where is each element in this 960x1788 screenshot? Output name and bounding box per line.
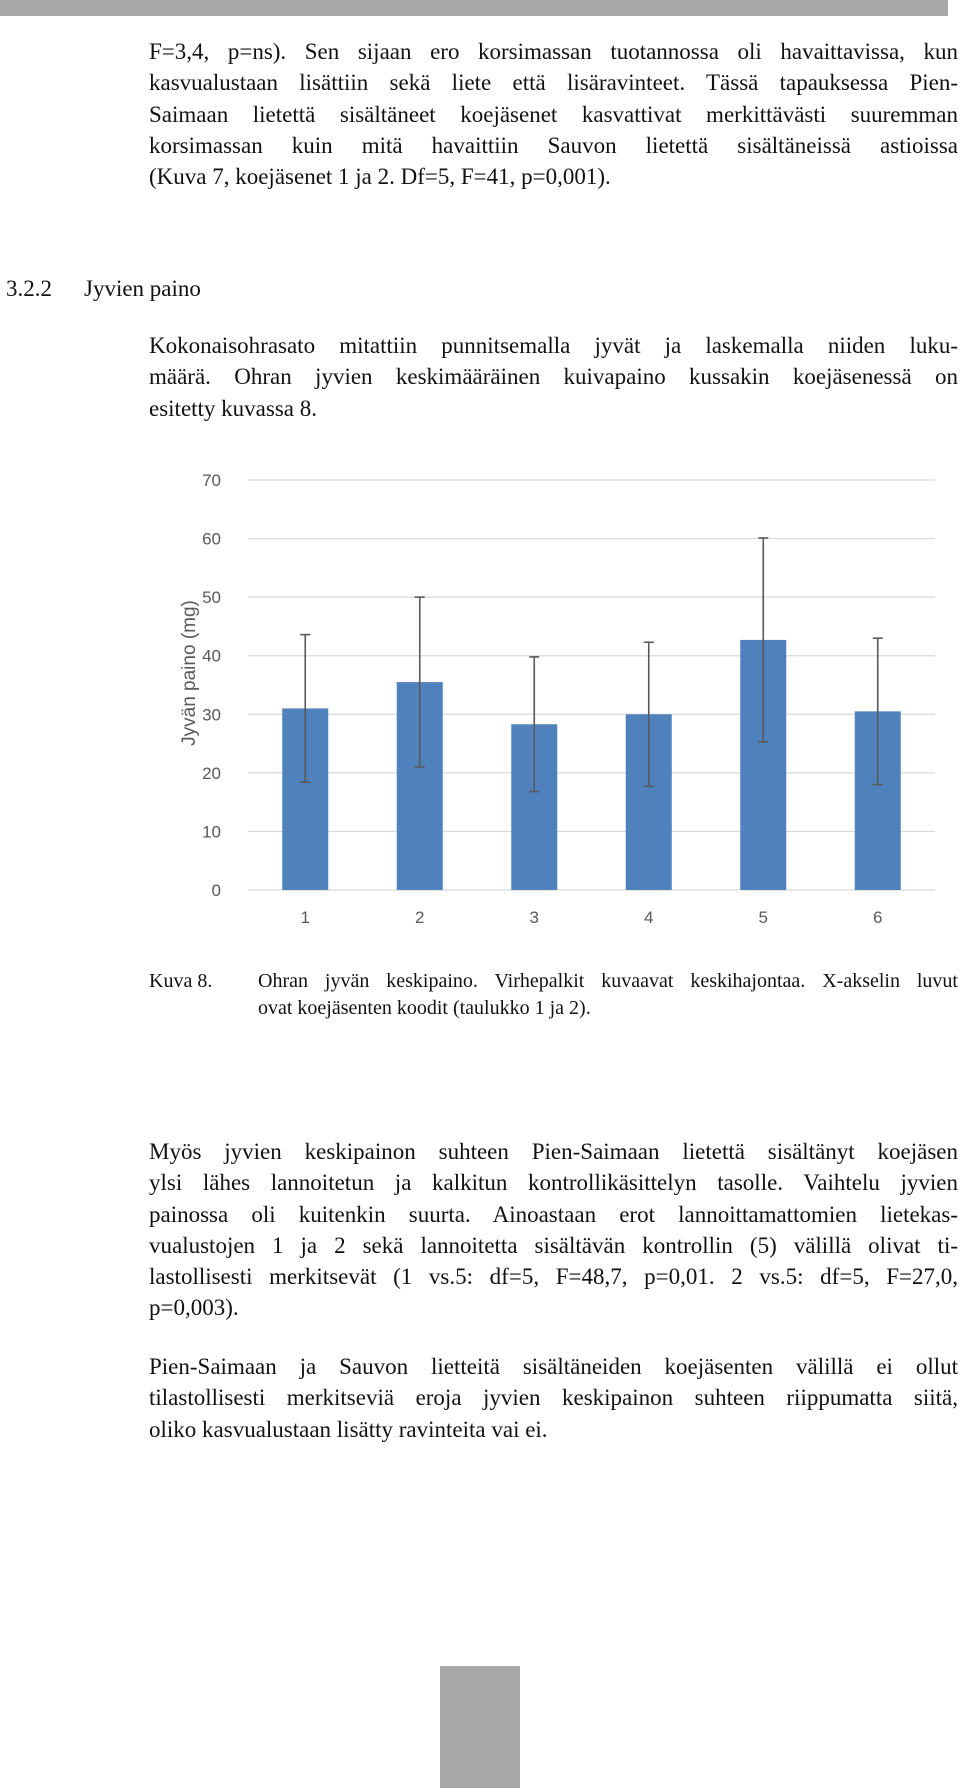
chart-x-ticks bbox=[301, 908, 883, 927]
paragraph-korsimassa bbox=[149, 36, 958, 192]
text-line: korsimassan kuin mitä havaittiin Sauvon lietettä sisältäneissä astioissa bbox=[149, 132, 958, 158]
text-line: painossa oli kuitenkin suurta. Ainoastaan erot lannoittamattomien lietekas- bbox=[149, 1201, 958, 1227]
caption-label: Kuva 8. bbox=[149, 970, 213, 992]
y-tick-label: 60 bbox=[202, 529, 221, 549]
caption-line: ovat koejäsenten koodit (taulukko 1 ja 2). bbox=[258, 997, 591, 1019]
text-line: Saimaan lietettä sisältäneet koejäsenet kasvattivat merkittävästi suuremman bbox=[149, 101, 958, 127]
text-line: F=3,4, p=ns). Sen sijaan ero korsimassan tuotannossa oli havaittavissa, kun bbox=[149, 39, 958, 64]
text-line: Pien-Saimaan ja Sauvon lietteitä sisältäneiden koejäsenten välillä ei ollut bbox=[149, 1354, 958, 1379]
caption-text bbox=[258, 968, 958, 1022]
text-line: määrä. Ohran jyvien keskimääräinen kuivapaino kussakin koejäsenessä on bbox=[149, 364, 958, 390]
text-line: tilastollisesti merkitseviä eroja jyvien keskipainon suhteen riippumatta siitä, bbox=[149, 1385, 958, 1411]
x-tick-label: 1 bbox=[300, 908, 310, 927]
y-tick-label: 40 bbox=[202, 646, 221, 666]
chart-bars bbox=[282, 640, 901, 890]
text-line: oliko kasvualustaan lisätty ravinteita vai ei. bbox=[149, 1416, 548, 1442]
paragraph-conclusion bbox=[149, 1351, 958, 1445]
page-header-bar bbox=[0, 0, 948, 16]
x-tick-label: 3 bbox=[529, 908, 539, 927]
x-tick-label: 2 bbox=[415, 908, 425, 927]
section-heading bbox=[6, 274, 201, 304]
grain-weight-chart bbox=[178, 455, 958, 945]
text-line: p=0,003). bbox=[149, 1295, 239, 1321]
text-line: (Kuva 7, koejäsenet 1 ja 2. Df=5, F=41, p=0,001). bbox=[149, 164, 611, 190]
caption-line: Ohran jyvän keskipaino. Virhepalkit kuvaavat keskihajontaa. X-akselin luvut bbox=[258, 970, 958, 992]
x-tick-label: 6 bbox=[873, 908, 883, 927]
chart-y-ticks bbox=[202, 471, 221, 900]
page-footer-block bbox=[440, 1666, 520, 1788]
text-line: esitetty kuvassa 8. bbox=[149, 395, 317, 421]
y-tick-label: 20 bbox=[202, 763, 221, 783]
y-tick-label: 10 bbox=[202, 822, 221, 842]
paragraph-discussion bbox=[149, 1136, 958, 1324]
text-line: ylsi lähes lannoitetun ja kalkitun kontrollikäsittelyn tasolle. Vaihtelu jyvien bbox=[149, 1170, 958, 1196]
y-tick-label: 0 bbox=[211, 881, 221, 900]
paragraph-intro bbox=[149, 330, 958, 424]
text-line: vualustojen 1 ja 2 sekä lannoitetta sisältävän kontrollin (5) välillä olivat ti- bbox=[149, 1232, 958, 1258]
section-number: 3.2.2 bbox=[6, 276, 52, 301]
text-line: Myös jyvien keskipainon suhteen Pien-Saimaan lietettä sisältänyt koejäsen bbox=[149, 1139, 958, 1164]
section-title: Jyvien paino bbox=[84, 276, 201, 301]
x-tick-label: 4 bbox=[644, 908, 654, 927]
text-line: Kokonaisohrasato mitattiin punnitsemalla jyvät ja laskemalla niiden luku- bbox=[149, 333, 958, 358]
x-tick-label: 5 bbox=[758, 908, 768, 927]
y-tick-label: 30 bbox=[202, 705, 221, 725]
chart-error-bars bbox=[300, 538, 883, 792]
text-line: lastollisesti merkitsevät (1 vs.5: df=5, F=48,7, p=0,01. 2 vs.5: df=5, F=27,0, bbox=[149, 1264, 958, 1290]
chart-y-axis-label: Jyvän paino (mg) bbox=[179, 600, 200, 746]
text-line: kasvualustaan lisättiin sekä liete että lisäravinteet. Tässä tapauksessa Pien- bbox=[149, 70, 958, 96]
chart-gridlines bbox=[248, 480, 935, 890]
y-tick-label: 50 bbox=[202, 588, 221, 608]
y-tick-label: 70 bbox=[202, 471, 221, 490]
